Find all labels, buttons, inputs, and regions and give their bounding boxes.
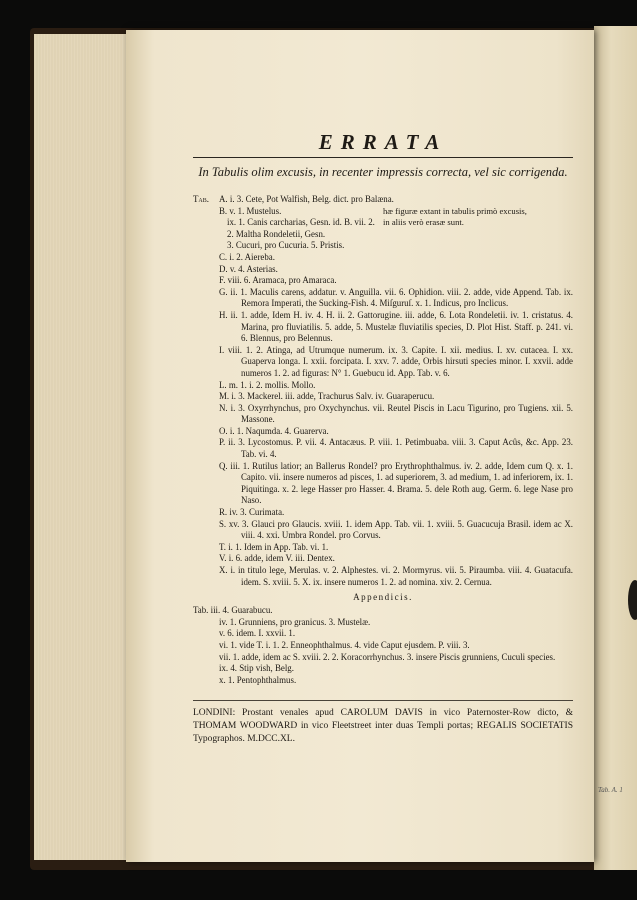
errata-line — [193, 519, 573, 542]
errata-line — [193, 345, 573, 380]
appendix-text: ix. 4. Stip vish, Belg. — [219, 663, 294, 674]
errata-line — [193, 240, 573, 252]
title-rule — [193, 157, 573, 158]
errata-text: A. i. 3. Cete, Pot Walfish, Belg. dict. pro Balæna. — [219, 194, 394, 204]
appendix-line — [193, 652, 573, 664]
errata-line — [193, 287, 573, 310]
errata-list — [193, 194, 573, 588]
errata-text: 3. Cucuri, pro Cucuria. 5. Pristis. — [227, 240, 345, 251]
errata-text: D. v. 4. Asterias. — [219, 263, 278, 274]
errata-text: B. v. 1. Mustelus. — [219, 205, 282, 216]
appendix-line — [193, 617, 573, 629]
errata-line — [193, 461, 573, 507]
errata-text: I. viii. 1. 2. Atinga, ad Utrumque numerum. ix. 3. Capite. I. xii. medius. I. xv. cutacea. I. xx. Guaperva longa. I. xxii. forcipata. I. xxv. 7. adde, Orbis hirsuti species minor. I. xxvii. adde numeros 1. 2. ad figuras: N° 1. Guebucu id. App. Tab. v. 6. — [219, 344, 573, 378]
errata-text: N. i. 3. Oxyrrhynchus, pro Oxychynchus. vii. Reutel Piscis in Lacu Tigurino, pro Tugiens. xii. 5. Massone. — [219, 402, 573, 425]
appendix-line — [193, 605, 573, 617]
bracket-note: hæ figuræ extant in tabulis primò excusis, in aliis verò erasæ sunt. — [383, 206, 527, 228]
errata-text: F. viii. 6. Aramaca, pro Amaraca. — [219, 275, 337, 286]
errata-text: ix. 1. Canis carcharias, Gesn. id. B. vii. 2. — [227, 217, 375, 228]
appendix-heading: Appendicis. — [353, 592, 413, 603]
errata-line — [193, 380, 573, 392]
appendix-line — [193, 640, 573, 652]
imprint: LONDINI: Prostant venales apud CAROLUM DAVIS in vico Paternoster-Row dicto, & THOMAM WOODWARD in vico Fleetstreet inter duas Templi portas; REGALIS SOCIETATIS Typographos. M.DCC.XL. — [193, 708, 573, 745]
page-title: ERRATA — [318, 130, 448, 154]
errata-line — [193, 553, 573, 565]
appendix-text: vi. 1. vide T. i. 1. 2. Enneophthalmus. 4. vide Caput ejusdem. P. viii. 3. — [219, 639, 470, 650]
errata-text: G. ii. 1. Maculis carens, addatur. v. Anguilla. vii. 6. Ophidion. viii. 2. adde, vide Append. Tab. ix. Remora Imperati, the Sucking-Fish. 4. Miſguruſ. x. 1. Indicus, pro Inclicus. — [219, 286, 573, 309]
errata-line — [193, 275, 573, 287]
errata-text: R. iv. 3. Curimata. — [219, 507, 285, 518]
errata-line — [193, 426, 573, 438]
errata-line — [193, 507, 573, 519]
errata-line — [193, 542, 573, 554]
errata-line — [193, 229, 573, 241]
appendix-line — [193, 663, 573, 675]
errata-line — [193, 194, 573, 206]
tab-label: Tab. — [193, 194, 209, 204]
errata-line — [193, 403, 573, 426]
errata-text: P. ii. 3. Lycostomus. P. vii. 4. Antacæus. P. viii. 1. Petimbuaba. viii. 3. Caput Acûs, &c. App. 23. Tab. vi. 4. — [219, 437, 573, 460]
errata-line — [193, 391, 573, 403]
errata-text: H. ii. 1. adde, Idem H. iv. 4. H. ii. 2. Gattorugine. iii. adde, 6. Lota Rondeletii. iv. 1. cristatus. 4. Marina, pro fluviatilis. 5. adde, 5. Mustelæ fluviatilis species, D. Plot Hist. Staff. p. 241. vi. 6. Blennus, pro Belennus. — [219, 309, 573, 344]
appendix-list — [193, 605, 573, 686]
errata-line — [193, 252, 573, 264]
errata-text: M. i. 3. Mackerel. iii. adde, Trachurus Salv. iv. Guaraperucu. — [219, 391, 435, 402]
errata-text: S. xv. 3. Glauci pro Glaucis. xviii. 1. idem App. Tab. vii. 1. xviii. 5. Guacucuja Brasil. idem ac X. viii. 4. xxi. Umbra Rondel. pro Corvus. — [219, 518, 573, 541]
facing-page-illustration — [628, 580, 637, 620]
appendix-text: v. 6. idem. I. xxvii. 1. — [219, 628, 296, 639]
appendix-line — [193, 675, 573, 687]
appendix-line — [193, 628, 573, 640]
errata-text: 2. Maltha Rondeletii, Gesn. — [227, 228, 326, 239]
errata-text: C. i. 2. Aiereba. — [219, 251, 275, 262]
page-edges — [34, 34, 130, 860]
imprint-rule — [193, 700, 573, 701]
errata-text: O. i. 1. Naqumda. 4. Guarerva. — [219, 425, 329, 436]
errata-line — [193, 437, 573, 460]
errata-text: L. m. 1. i. 2. mollis. Mollo. — [219, 379, 316, 390]
appendix-text: iv. 1. Grunniens, pro granicus. 3. Mustelæ. — [219, 616, 371, 627]
errata-content — [193, 130, 573, 746]
appendix-text: x. 1. Pentophthalmus. — [219, 674, 297, 685]
appendix-text: vii. 1. adde, idem ac S. xviii. 2. 2. Koracorrhynchus. 3. insere Piscis grunniens, Cuculi species. — [219, 651, 556, 662]
errata-line — [193, 264, 573, 276]
errata-text: T. i. 1. Idem in App. Tab. vi. 1. — [219, 541, 329, 552]
facing-page — [594, 26, 637, 870]
errata-line — [193, 565, 573, 588]
errata-line — [193, 310, 573, 345]
errata-text: X. i. in titulo lege, Merulas. v. 2. Alphestes. vi. 2. Mormyrus. vii. 5. Piraumba. viii. 4. Guatacufa. idem. S. xviii. 5. X. ix. insere numeros 1. 2. ad nomina. xiv. 2. Cernua. — [219, 565, 573, 587]
errata-text: V. i. 6. adde, idem V. iii. Dentex. — [219, 553, 335, 564]
appendix-text: Tab. iii. 4. Guarabucu. — [193, 605, 273, 616]
facing-page-footer: Tab. A. 1 — [598, 786, 623, 794]
errata-text: Q. iii. 1. Rutilus latior; an Ballerus Rondel? pro Erythrophthalmus. iv. 2. adde, Idem cum Q. x. 1. Capito. vii. insere numeros ad pisces, 1. ad superiorem, 3. ad medium, 1. ad inferiorem, ix. 1. Piquitinga. x. 2. lege Hasser pro Hasser. 4. Brama. 5. dele Roth aug. Germ. 6. lege Nase pro Naso. — [219, 460, 573, 506]
page-subtitle: In Tabulis olim excusis, in recenter impressis correcta, vel sic corrigenda. — [198, 165, 568, 179]
